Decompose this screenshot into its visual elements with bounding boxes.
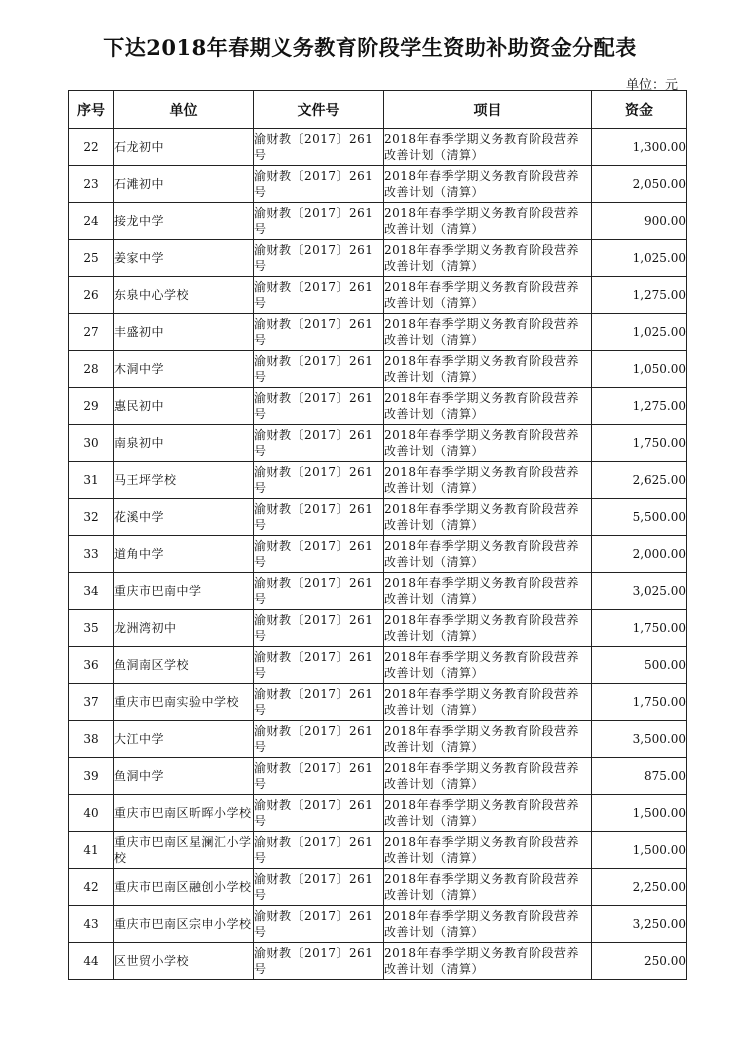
row-item-text: 2018年春季学期义务教育阶段营养改善计划（清算）: [384, 724, 580, 754]
row-amount: 2,625.00: [592, 462, 687, 499]
row-seq: 26: [69, 277, 114, 314]
row-item: [384, 758, 592, 795]
row-doc-text: 渝财教〔2017〕261号: [254, 428, 374, 458]
row-seq: 43: [69, 906, 114, 943]
table-row: [69, 869, 687, 906]
row-seq: 23: [69, 166, 114, 203]
table-row: [69, 721, 687, 758]
row-doc-text: 渝财教〔2017〕261号: [254, 650, 374, 680]
table-row: [69, 943, 687, 980]
row-amount: 500.00: [592, 647, 687, 684]
row-item: [384, 462, 592, 499]
row-unit: 鱼洞南区学校: [114, 647, 254, 684]
header-unit: 单位: [114, 91, 254, 129]
row-item: [384, 129, 592, 166]
row-item-text: 2018年春季学期义务教育阶段营养改善计划（清算）: [384, 428, 580, 458]
table-row: [69, 462, 687, 499]
row-doc: [254, 832, 384, 869]
row-doc: [254, 869, 384, 906]
row-item-text: 2018年春季学期义务教育阶段营养改善计划（清算）: [384, 206, 580, 236]
row-item: [384, 425, 592, 462]
header-doc: 文件号: [254, 91, 384, 129]
row-doc-text: 渝财教〔2017〕261号: [254, 280, 374, 310]
row-amount: 1,025.00: [592, 240, 687, 277]
row-doc: [254, 647, 384, 684]
row-item-text: 2018年春季学期义务教育阶段营养改善计划（清算）: [384, 317, 580, 347]
row-amount: 3,500.00: [592, 721, 687, 758]
row-amount: 900.00: [592, 203, 687, 240]
row-doc: [254, 277, 384, 314]
row-amount: 1,300.00: [592, 129, 687, 166]
row-item: [384, 869, 592, 906]
row-seq: 25: [69, 240, 114, 277]
row-doc-text: 渝财教〔2017〕261号: [254, 206, 374, 236]
row-seq: 24: [69, 203, 114, 240]
row-item: [384, 832, 592, 869]
row-item: [384, 684, 592, 721]
row-unit: 东泉中心学校: [114, 277, 254, 314]
row-doc-text: 渝财教〔2017〕261号: [254, 502, 374, 532]
row-unit: 马王坪学校: [114, 462, 254, 499]
row-doc-text: 渝财教〔2017〕261号: [254, 391, 374, 421]
row-item-text: 2018年春季学期义务教育阶段营养改善计划（清算）: [384, 465, 580, 495]
row-doc-text: 渝财教〔2017〕261号: [254, 872, 374, 902]
table-row: [69, 351, 687, 388]
row-seq: 44: [69, 943, 114, 980]
row-item-text: 2018年春季学期义务教育阶段营养改善计划（清算）: [384, 650, 580, 680]
table-row: [69, 536, 687, 573]
row-seq: 40: [69, 795, 114, 832]
row-unit: 重庆市巴南实验中学校: [114, 684, 254, 721]
row-seq: 36: [69, 647, 114, 684]
row-doc-text: 渝财教〔2017〕261号: [254, 465, 374, 495]
row-seq: 42: [69, 869, 114, 906]
row-doc: [254, 573, 384, 610]
table-row: [69, 647, 687, 684]
row-amount: 1,275.00: [592, 277, 687, 314]
row-seq: 39: [69, 758, 114, 795]
row-doc-text: 渝财教〔2017〕261号: [254, 576, 374, 606]
table-row: [69, 314, 687, 351]
row-seq: 37: [69, 684, 114, 721]
row-amount: 1,750.00: [592, 425, 687, 462]
row-doc-text: 渝财教〔2017〕261号: [254, 835, 374, 865]
row-seq: 30: [69, 425, 114, 462]
table-row: [69, 240, 687, 277]
page-title: 下达2018年春期义务教育阶段学生资助补助资金分配表: [103, 35, 637, 60]
table-header-row: [69, 91, 687, 129]
row-item: [384, 721, 592, 758]
row-item: [384, 536, 592, 573]
row-unit: 石滩初中: [114, 166, 254, 203]
table-body: [69, 129, 687, 980]
row-item: [384, 499, 592, 536]
header-amount: 资金: [592, 91, 687, 129]
row-item-text: 2018年春季学期义务教育阶段营养改善计划（清算）: [384, 946, 580, 976]
row-seq: 28: [69, 351, 114, 388]
row-seq: 22: [69, 129, 114, 166]
row-unit: 重庆市巴南区昕晖小学校: [114, 795, 254, 832]
row-doc: [254, 943, 384, 980]
row-doc-text: 渝财教〔2017〕261号: [254, 613, 374, 643]
row-unit: 重庆市巴南中学: [114, 573, 254, 610]
table-row: [69, 573, 687, 610]
table-row: [69, 610, 687, 647]
row-doc: [254, 462, 384, 499]
row-item-text: 2018年春季学期义务教育阶段营养改善计划（清算）: [384, 132, 580, 162]
row-seq: 38: [69, 721, 114, 758]
header-item: 项目: [384, 91, 592, 129]
row-doc-text: 渝财教〔2017〕261号: [254, 724, 374, 754]
row-item-text: 2018年春季学期义务教育阶段营养改善计划（清算）: [384, 798, 580, 828]
row-item: [384, 943, 592, 980]
row-item: [384, 647, 592, 684]
row-doc: [254, 166, 384, 203]
row-amount: 5,500.00: [592, 499, 687, 536]
row-amount: 250.00: [592, 943, 687, 980]
row-unit: 木洞中学: [114, 351, 254, 388]
row-item-text: 2018年春季学期义务教育阶段营养改善计划（清算）: [384, 835, 580, 865]
table-row: [69, 388, 687, 425]
row-amount: 1,025.00: [592, 314, 687, 351]
row-doc-text: 渝财教〔2017〕261号: [254, 946, 374, 976]
row-item-text: 2018年春季学期义务教育阶段营养改善计划（清算）: [384, 576, 580, 606]
row-seq: 41: [69, 832, 114, 869]
row-doc: [254, 388, 384, 425]
row-item-text: 2018年春季学期义务教育阶段营养改善计划（清算）: [384, 169, 580, 199]
row-doc-text: 渝财教〔2017〕261号: [254, 798, 374, 828]
table-row: [69, 684, 687, 721]
row-item-text: 2018年春季学期义务教育阶段营养改善计划（清算）: [384, 613, 580, 643]
table-row: [69, 832, 687, 869]
row-unit: 龙洲湾初中: [114, 610, 254, 647]
row-unit: 重庆市巴南区宗申小学校: [114, 906, 254, 943]
row-doc-text: 渝财教〔2017〕261号: [254, 761, 374, 791]
row-unit: 道角中学: [114, 536, 254, 573]
row-seq: 29: [69, 388, 114, 425]
row-doc: [254, 906, 384, 943]
row-seq: 35: [69, 610, 114, 647]
row-item: [384, 388, 592, 425]
row-amount: 1,750.00: [592, 684, 687, 721]
row-amount: 2,000.00: [592, 536, 687, 573]
row-doc: [254, 795, 384, 832]
row-doc-text: 渝财教〔2017〕261号: [254, 132, 374, 162]
row-doc: [254, 314, 384, 351]
row-doc-text: 渝财教〔2017〕261号: [254, 909, 374, 939]
row-item: [384, 610, 592, 647]
header-seq: 序号: [69, 91, 114, 129]
unit-note: 单位：元: [625, 78, 678, 93]
row-unit: 大江中学: [114, 721, 254, 758]
row-amount: 1,275.00: [592, 388, 687, 425]
table-row: [69, 203, 687, 240]
row-doc: [254, 129, 384, 166]
row-unit: 重庆市巴南区星澜汇小学校: [114, 832, 254, 869]
row-amount: 875.00: [592, 758, 687, 795]
row-seq: 34: [69, 573, 114, 610]
row-doc: [254, 425, 384, 462]
row-item-text: 2018年春季学期义务教育阶段营养改善计划（清算）: [384, 872, 580, 902]
row-amount: 1,500.00: [592, 795, 687, 832]
row-item: [384, 203, 592, 240]
table-row: [69, 129, 687, 166]
row-seq: 32: [69, 499, 114, 536]
allocation-table: [68, 90, 687, 980]
row-doc: [254, 536, 384, 573]
row-item-text: 2018年春季学期义务教育阶段营养改善计划（清算）: [384, 909, 580, 939]
row-doc: [254, 499, 384, 536]
row-doc-text: 渝财教〔2017〕261号: [254, 687, 374, 717]
table-row: [69, 499, 687, 536]
table-row: [69, 166, 687, 203]
row-amount: 1,050.00: [592, 351, 687, 388]
row-unit: 姜家中学: [114, 240, 254, 277]
row-item-text: 2018年春季学期义务教育阶段营养改善计划（清算）: [384, 539, 580, 569]
row-unit: 接龙中学: [114, 203, 254, 240]
row-unit: 重庆市巴南区融创小学校: [114, 869, 254, 906]
row-item-text: 2018年春季学期义务教育阶段营养改善计划（清算）: [384, 687, 580, 717]
row-unit: 南泉初中: [114, 425, 254, 462]
row-item-text: 2018年春季学期义务教育阶段营养改善计划（清算）: [384, 761, 580, 791]
row-doc-text: 渝财教〔2017〕261号: [254, 539, 374, 569]
row-doc: [254, 684, 384, 721]
row-item: [384, 277, 592, 314]
table-row: [69, 277, 687, 314]
row-unit: 花溪中学: [114, 499, 254, 536]
row-unit: 惠民初中: [114, 388, 254, 425]
row-item: [384, 795, 592, 832]
row-amount: 3,025.00: [592, 573, 687, 610]
row-item-text: 2018年春季学期义务教育阶段营养改善计划（清算）: [384, 354, 580, 384]
table-row: [69, 758, 687, 795]
table-row: [69, 906, 687, 943]
row-unit: 丰盛初中: [114, 314, 254, 351]
table-row: [69, 425, 687, 462]
row-seq: 27: [69, 314, 114, 351]
row-amount: 1,750.00: [592, 610, 687, 647]
row-amount: 2,250.00: [592, 869, 687, 906]
row-item: [384, 351, 592, 388]
row-doc-text: 渝财教〔2017〕261号: [254, 317, 374, 347]
row-item: [384, 240, 592, 277]
row-amount: 3,250.00: [592, 906, 687, 943]
row-unit: 区世贸小学校: [114, 943, 254, 980]
row-unit: 鱼洞中学: [114, 758, 254, 795]
row-doc-text: 渝财教〔2017〕261号: [254, 169, 374, 199]
row-doc-text: 渝财教〔2017〕261号: [254, 354, 374, 384]
row-doc: [254, 758, 384, 795]
row-item: [384, 166, 592, 203]
row-seq: 31: [69, 462, 114, 499]
row-doc: [254, 351, 384, 388]
row-item-text: 2018年春季学期义务教育阶段营养改善计划（清算）: [384, 280, 580, 310]
row-amount: 2,050.00: [592, 166, 687, 203]
row-item-text: 2018年春季学期义务教育阶段营养改善计划（清算）: [384, 391, 580, 421]
row-item: [384, 314, 592, 351]
row-seq: 33: [69, 536, 114, 573]
row-doc: [254, 721, 384, 758]
row-doc-text: 渝财教〔2017〕261号: [254, 243, 374, 273]
row-doc: [254, 240, 384, 277]
row-item: [384, 906, 592, 943]
row-doc: [254, 610, 384, 647]
row-amount: 1,500.00: [592, 832, 687, 869]
row-item-text: 2018年春季学期义务教育阶段营养改善计划（清算）: [384, 243, 580, 273]
row-unit: 石龙初中: [114, 129, 254, 166]
row-doc: [254, 203, 384, 240]
row-item-text: 2018年春季学期义务教育阶段营养改善计划（清算）: [384, 502, 580, 532]
table-row: [69, 795, 687, 832]
row-item: [384, 573, 592, 610]
